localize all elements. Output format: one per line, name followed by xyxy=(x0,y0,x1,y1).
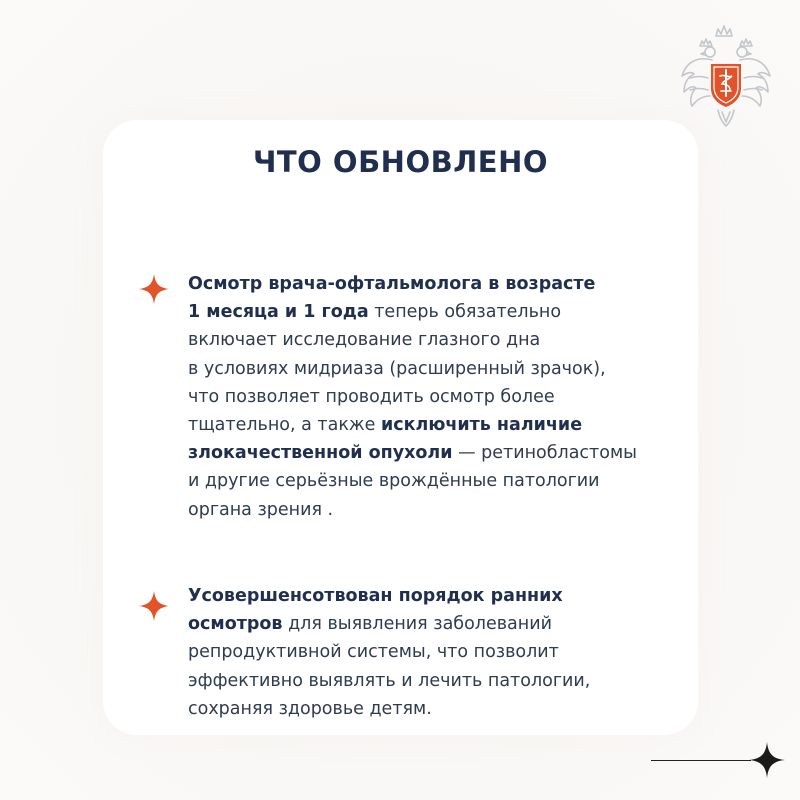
sparkle-star-icon xyxy=(748,741,786,779)
four-point-star-icon xyxy=(138,590,170,622)
body-text: теперь обязательно xyxy=(368,302,562,323)
item-text-line xyxy=(188,610,688,638)
body-text: сохраняя здоровье детям. xyxy=(188,698,432,719)
item-text-line xyxy=(188,298,688,326)
bold-text: исключить наличие xyxy=(381,415,583,436)
item-text-line xyxy=(188,695,688,723)
body-text: репродуктивной системы, что позволит xyxy=(188,642,559,663)
bold-text: осмотров xyxy=(188,614,283,635)
item-text-line xyxy=(188,383,688,411)
ministry-emblem-icon xyxy=(678,18,774,130)
body-text: эффективно выявлять и лечить патологии, xyxy=(188,670,591,691)
item-text-line xyxy=(188,355,688,383)
page-title: ЧТО ОБНОВЛЕНО xyxy=(252,145,549,179)
item-text-line xyxy=(188,411,688,439)
item-text-line xyxy=(188,582,688,610)
body-text: и другие серьёзные врождённые патологии xyxy=(188,471,600,492)
body-text: — ретинобластомы xyxy=(452,443,637,464)
item-text-line xyxy=(188,326,688,354)
bold-text: Усовершенсотвован порядок ранних xyxy=(188,586,563,606)
body-text: органа зрения . xyxy=(188,499,334,520)
body-text: в условиях мидриаза (расширенный зрачок), xyxy=(188,358,606,379)
item-text-line xyxy=(188,638,688,666)
four-point-star-icon xyxy=(138,273,170,305)
decorative-line xyxy=(651,760,751,761)
item-text-line xyxy=(188,467,688,495)
body-text: что позволяет проводить осмотр более xyxy=(188,386,555,407)
bold-text: Осмотр врача-офтальмолога в возрасте xyxy=(188,274,596,294)
item-text-line xyxy=(188,439,688,467)
body-text: тщательно, а также xyxy=(188,415,382,436)
item-text-line xyxy=(188,496,688,524)
update-item-ophthalmology xyxy=(188,270,688,524)
bold-text: злокачественной опухоли xyxy=(188,443,453,464)
item-text-line xyxy=(188,270,688,298)
update-item-reproductive xyxy=(188,582,688,723)
body-text: включает исследование глазного дна xyxy=(188,330,541,351)
bold-text: 1 месяца и 1 года xyxy=(188,302,369,323)
body-text: для выявления заболеваний xyxy=(282,614,552,635)
item-text-line xyxy=(188,667,688,695)
